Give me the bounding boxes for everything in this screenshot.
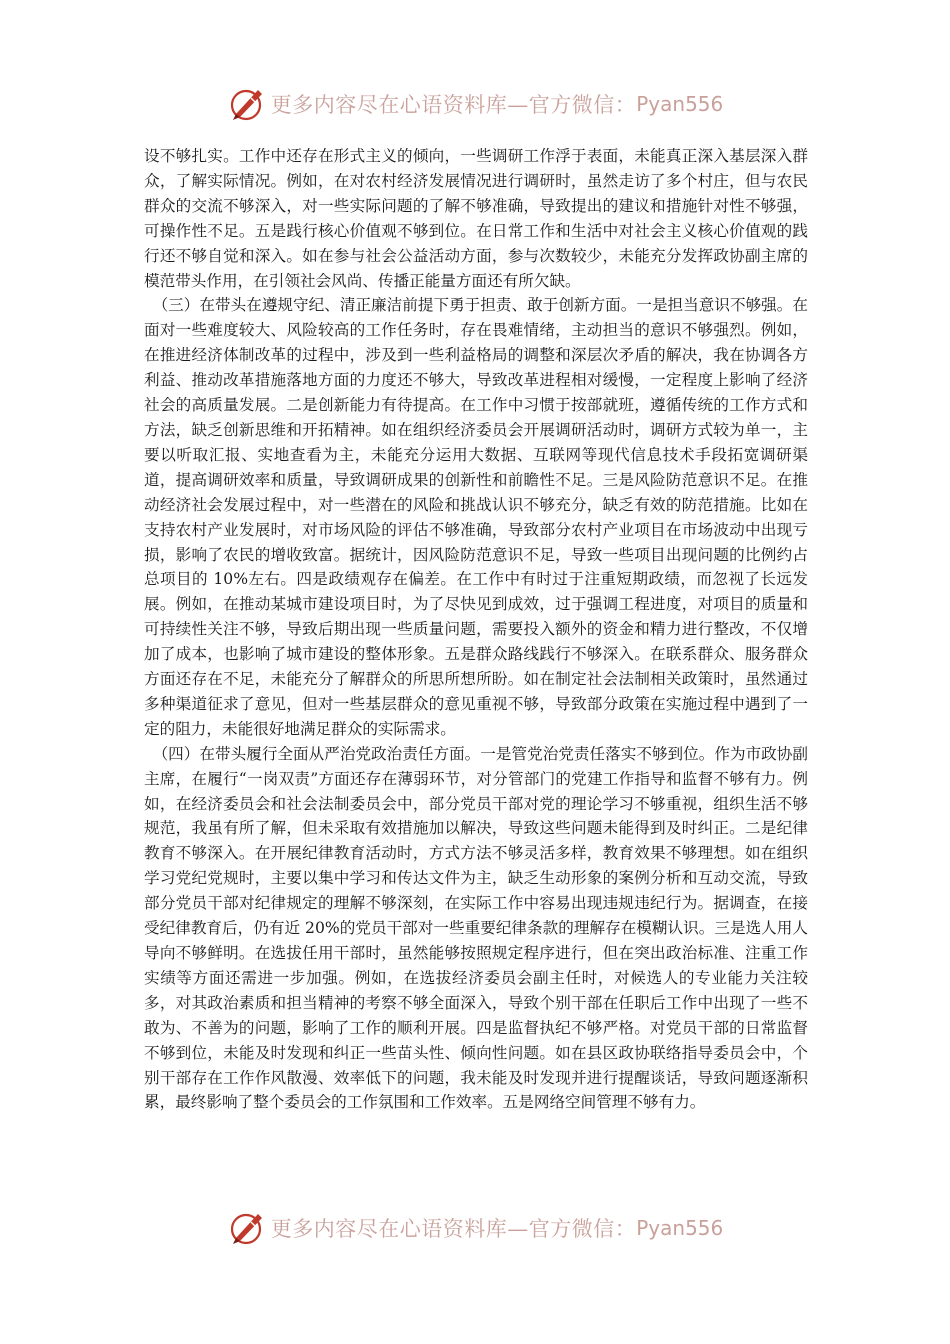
pen-logo-icon	[227, 1208, 267, 1248]
header-banner	[0, 82, 950, 126]
footer-wechat-id: Pyan556	[636, 1216, 724, 1240]
paragraph-3: （四）在带头履行全面从严治党政治责任方面。一是管党治党责任落实不够到位。作为市政协副主席，在履行“一岗双责”方面还存在薄弱环节，对分管部门的党建工作指导和监督不够有力。例如，在经济委员会和社会法制委员会中，部分党员干部对党的理论学习不够重视，组织生活不够规范，我虽有所了解，但未采取有效措施加以解决，导致这些问题未能得到及时纠正。二是纪律教育不够深入。在开展纪律教育活动时，方式方法不够灵活多样，教育效果不够理想。如在组织学习党纪党规时，主要以集中学习和传达文件为主，缺乏生动形象的案例分析和互动交流，导致部分党员干部对纪律规定的理解不够深刻，在实际工作中容易出现违规违纪行为。据调查，在接受纪律教育后，仍有近 20%的党员干部对一些重要纪律条款的理解存在模糊认识。三是选人用人导向不够鲜明。在选拔任用干部时，虽然能够按照规定程序进行，但在突出政治标准、注重工作实绩等方面还需进一步加强。例如，在选拔经济委员会副主任时，对候选人的专业能力关注较多，对其政治素质和担当精神的考察不够全面深入，导致个别干部在任职后工作中出现了一些不敢为、不善为的问题，影响了工作的顺利开展。四是监督执纪不够严格。对党员干部的日常监督不够到位，未能及时发现和纠正一些苗头性、倾向性问题。如在县区政协联络指导委员会中，个别干部存在工作作风散漫、效率低下的问题，我未能及时发现并进行提醒谈话，导致问题逐渐积累，最终影响了整个委员会的工作氛围和工作效率。五是网络空间管理不够有力。	[144, 744, 808, 1112]
paragraph-1: 设不够扎实。工作中还存在形式主义的倾向，一些调研工作浮于表面，未能真正深入基层深入群众，了解实际情况。例如，在对农村经济发展情况进行调研时，虽然走访了多个村庄，但与农民群众的交流不够深入，对一些实际问题的了解不够准确，导致提出的建议和措施针对性不够强，可操作性不足。五是践行核心价值观不够到位。在日常工作和生活中对社会主义核心价值观的践行还不够自觉和深入。如在参与社会公益活动方面，参与次数较少，未能充分发挥政协副主席的模范带头作用，在引领社会风尚、传播正能量方面还有所欠缺。	[144, 147, 808, 290]
footer-banner	[0, 1206, 950, 1250]
header-wechat-id: Pyan556	[636, 92, 724, 116]
pen-logo-icon	[227, 84, 267, 124]
footer-promo-text: 更多内容尽在心语资料库—官方微信：	[270, 1217, 637, 1241]
header-promo-text: 更多内容尽在心语资料库—官方微信：	[270, 93, 637, 117]
document-body	[144, 144, 808, 1115]
paragraph-2: （三）在带头在遵规守纪、清正廉洁前提下勇于担责、敢于创新方面。一是担当意识不够强。在面对一些难度较大、风险较高的工作任务时，存在畏难情绪，主动担当的意识不够强烈。例如，在推进经济体制改革的过程中，涉及到一些利益格局的调整和深层次矛盾的解决，我在协调各方利益、推动改革措施落地方面的力度还不够大，导致改革进程相对缓慢，一定程度上影响了经济社会的高质量发展。二是创新能力有待提高。在工作中习惯于按部就班，遵循传统的工作方式和方法，缺乏创新思维和开拓精神。如在组织经济委员会开展调研活动时，调研方式较为单一，主要以听取汇报、实地查看为主，未能充分运用大数据、互联网等现代信息技术手段拓宽调研渠道，提高调研效率和质量，导致调研成果的创新性和前瞻性不足。三是风险防范意识不足。在推动经济社会发展过程中，对一些潜在的风险和挑战认识不够充分，缺乏有效的防范措施。比如在支持农村产业发展时，对市场风险的评估不够准确，导致部分农村产业项目在市场波动中出现亏损，影响了农民的增收致富。据统计，因风险防范意识不足，导致一些项目出现问题的比例约占总项目的 10%左右。四是政绩观存在偏差。在工作中有时过于注重短期政绩，而忽视了长远发展。例如，在推动某城市建设项目时，为了尽快见到成效，过于强调工程进度，对项目的质量和可持续性关注不够，导致后期出现一些质量问题，需要投入额外的资金和精力进行整改，不仅增加了成本，也影响了城市建设的整体形象。五是群众路线践行不够深入。在联系群众、服务群众方面还存在不足，未能充分了解群众的所思所想所盼。如在制定社会法制相关政策时，虽然通过多种渠道征求了意见，但对一些基层群众的意见重视不够，导致部分政策在实施过程中遇到了一定的阻力，未能很好地满足群众的实际需求。	[144, 296, 808, 738]
